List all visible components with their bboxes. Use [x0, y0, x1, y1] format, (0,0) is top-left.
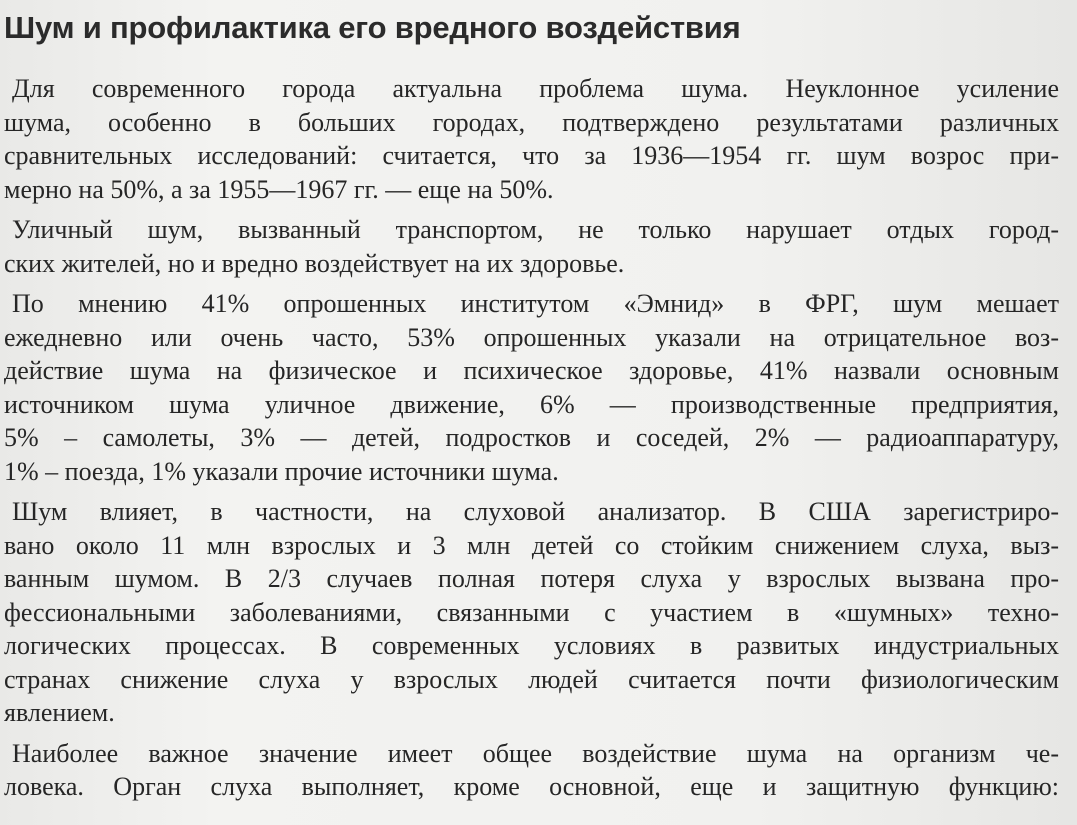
text-line: логических процессах. В современных условиях в развитых индустриальных [4, 631, 1059, 660]
text-line: Для современного города актуальна проблема шума. Неуклонное усиление [12, 74, 1059, 103]
text-line: шума, особенно в больших городах, подтверждено результатами различных [4, 107, 1059, 137]
text-line: мерно на 50%, а за 1955—1967 гг. — еще на 50%. [4, 174, 554, 204]
text-line: фессиональными заболеваниями, связанными с участием в «шумных» техно- [4, 597, 1059, 627]
text-line: странах снижение слуха у взрослых людей считается почти физиологическим [4, 664, 1059, 694]
text-line: ванным шумом. В 2/3 случаев полная потеря слуха у взрослых вызвана про- [4, 564, 1059, 593]
text-line: 5% – самолеты, 3% — детей, подростков и соседей, 2% — радиоаппаратуру, [4, 423, 1059, 452]
text-line: ежедневно или очень часто, 53% опрошенных указали на отрицательное воз- [4, 322, 1059, 352]
document-body [4, 72, 1059, 804]
paragraph-1 [4, 72, 1059, 206]
text-line: вано около 11 млн взрослых и 3 млн детей со стойким снижением слуха, выз- [4, 530, 1059, 560]
text-line: Уличный шум, вызванный транспортом, не только нарушает отдых город- [12, 215, 1059, 244]
page-title: Шум и профилактика его вредного воздействия [4, 10, 741, 45]
text-line: явлением. [4, 698, 115, 727]
text-line: Шум влияет, в частности, на слуховой анализатор. В США зарегистриро- [12, 497, 1059, 526]
text-line: Наиболее важное значение имеет общее воздействие шума на организм че- [12, 738, 1059, 768]
paragraph-3 [4, 287, 1059, 488]
text-line: сравнительных исследований: считается, что за 1936—1954 гг. шум возрос при- [4, 141, 1059, 170]
paragraph-5 [4, 737, 1059, 804]
paragraph-4 [4, 495, 1059, 730]
text-line: По мнению 41% опрошенных институтом «Эмнид» в ФРГ, шум мешает [12, 289, 1059, 318]
text-line: ловека. Орган слуха выполняет, кроме основной, еще и защитную функцию: [4, 772, 1059, 801]
text-line: источником шума уличное движение, 6% — производственные предприятия, [4, 389, 1059, 419]
text-line: действие шума на физическое и психическое здоровье, 41% назвали основным [4, 356, 1059, 385]
paragraph-2 [4, 213, 1059, 280]
text-line: 1% – поезда, 1% указали прочие источники шума. [4, 456, 559, 486]
text-line: ских жителей, но и вредно воздействует на их здоровье. [4, 248, 625, 278]
